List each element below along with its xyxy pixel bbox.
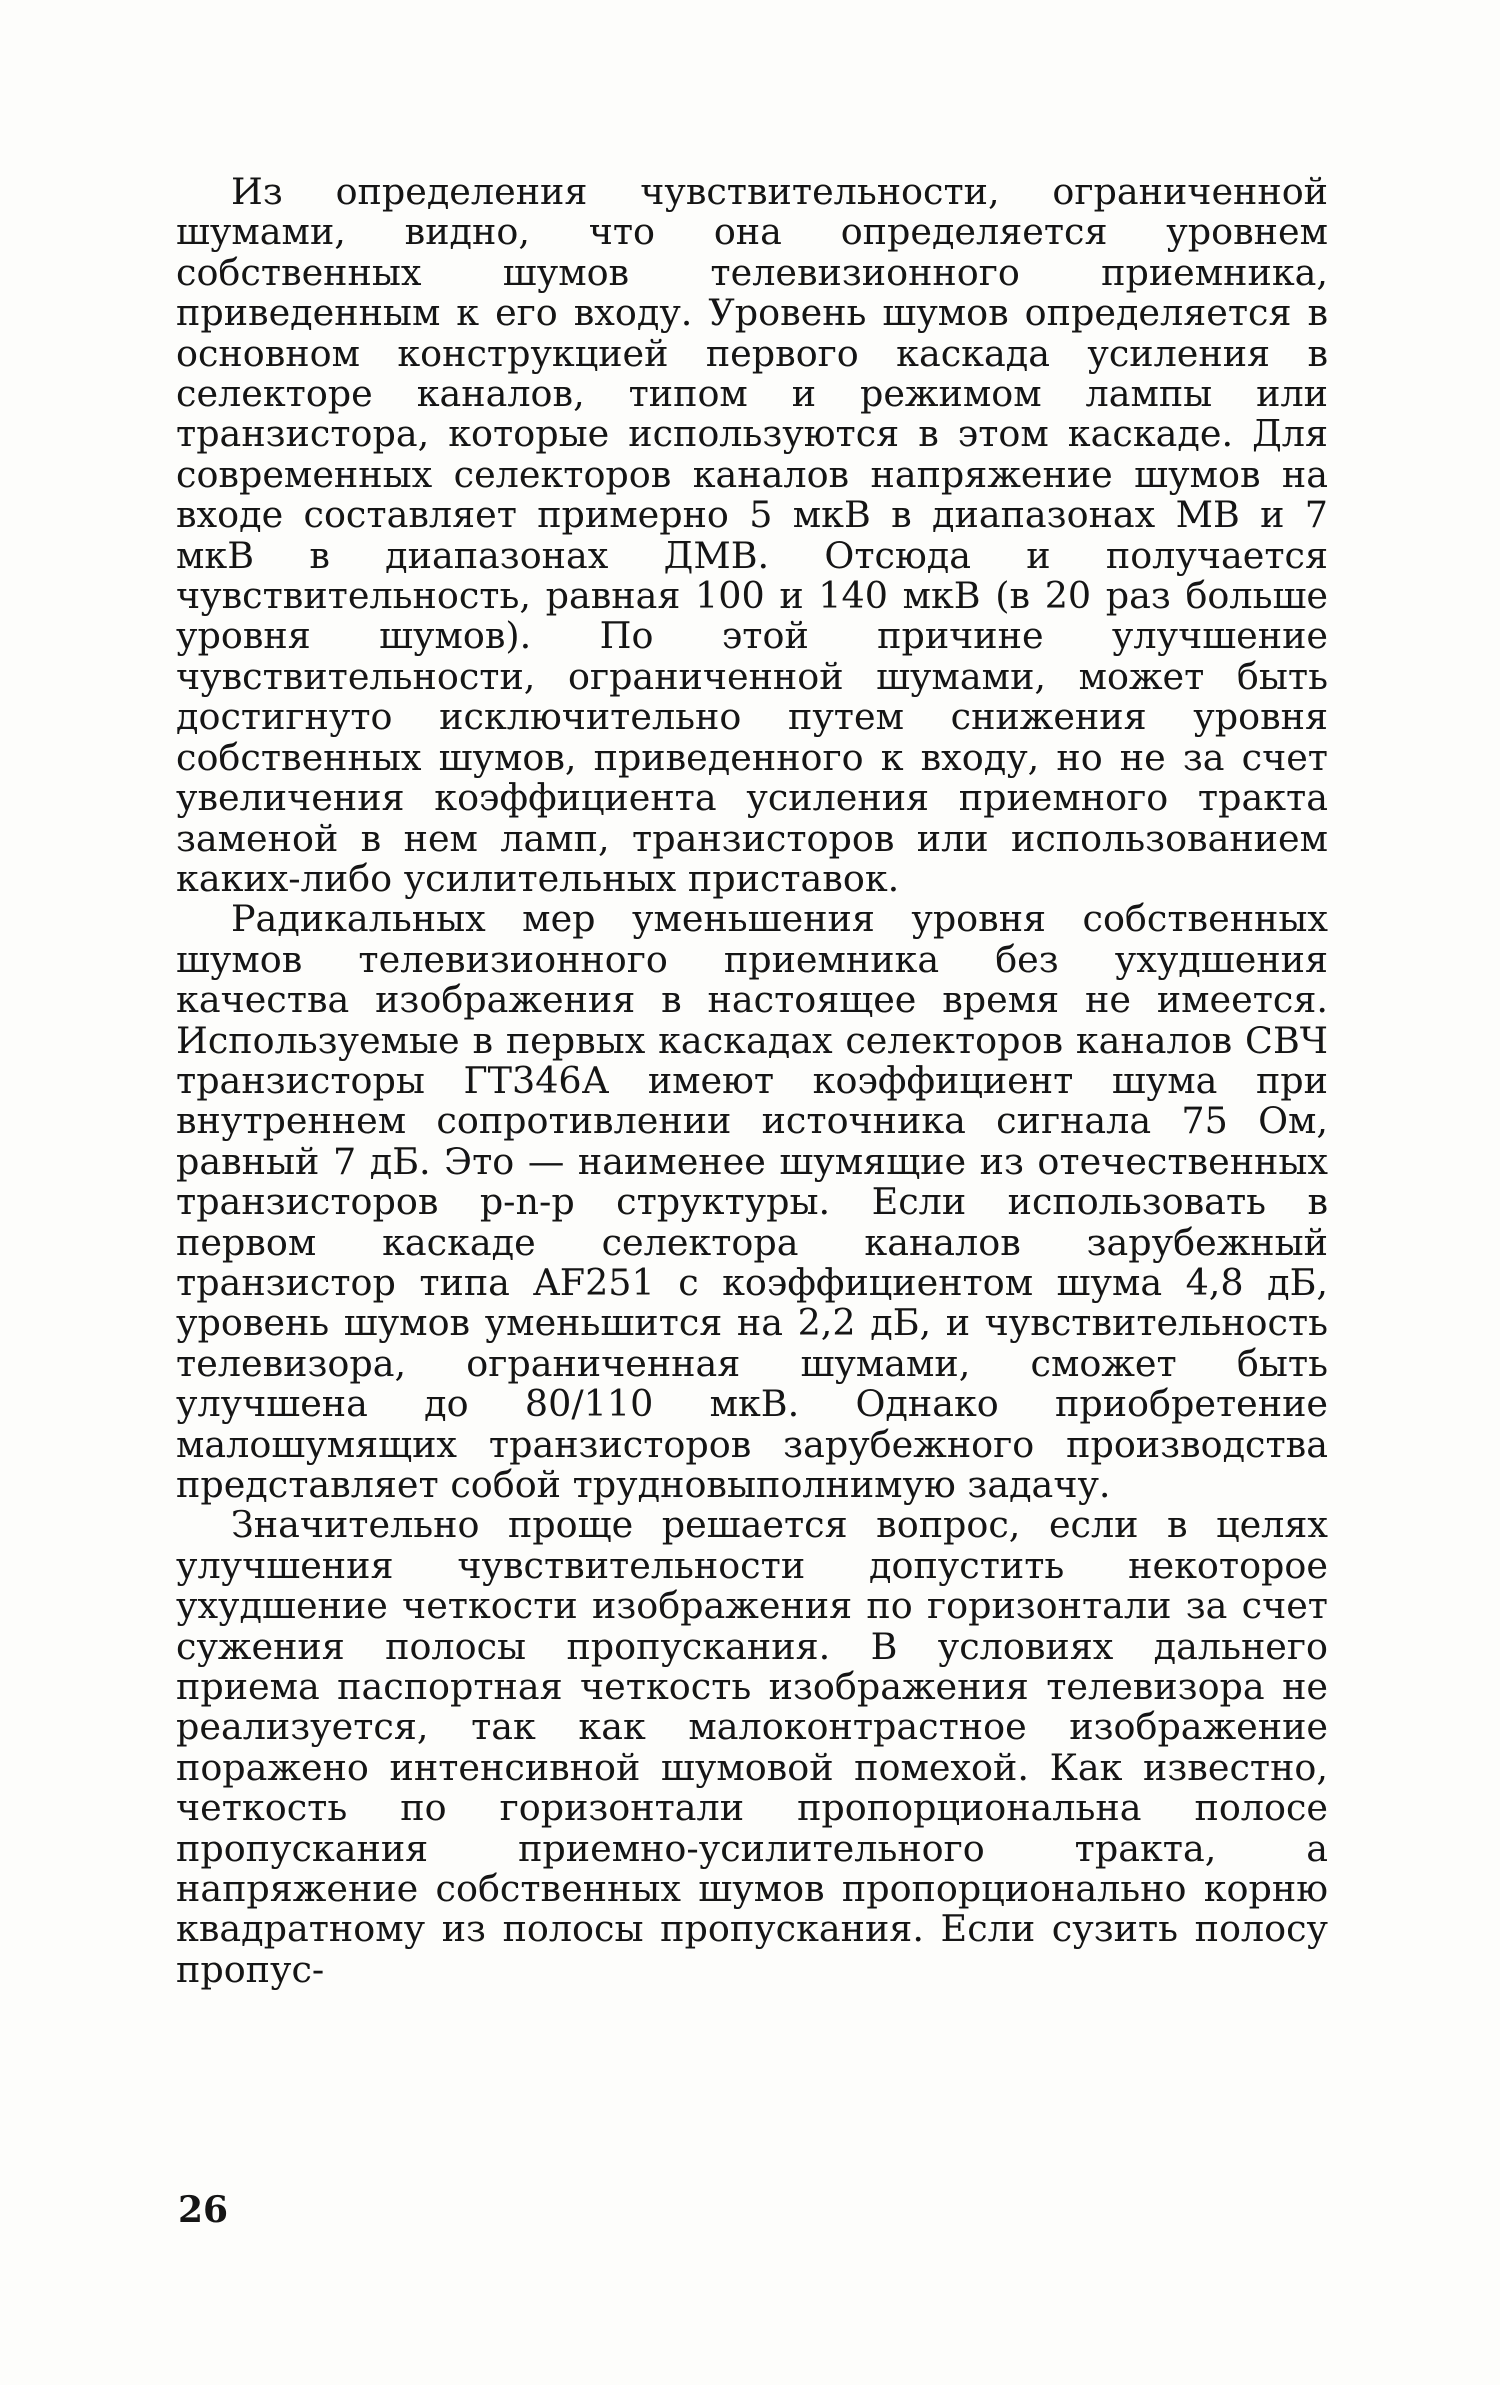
- body-text: [176, 172, 1328, 1990]
- paragraph-noise-sensitivity: Из определения чувствительности, ограниченной шумами, видно, что она определяется уровнем собственных шумов телевизионного приемника, приведенным к его входу. Уровень шумов определяется в основном конструкцией первого каскада усиления в селекторе каналов, типом и режимом лампы или транзистора, которые используются в этом каскаде. Для современных селекторов каналов напряжение шумов на входе составляет примерно 5 мкВ в диапазонах МВ и 7 мкВ в диапазонах ДМВ. Отсюда и получается чувствительность, равная 100 и 140 мкВ (в 20 раз больше уровня шумов). По этой причине улучшение чувствительности, ограниченной шумами, может быть достигнуто исключительно путем снижения уровня собственных шумов, приведенного к входу, но не за счет увеличения коэффициента усиления приемного тракта заменой в нем ламп, транзисторов или использованием каких-либо усилительных приставок.: [176, 170, 1328, 900]
- paragraph-noise-reduction: Радикальных мер уменьшения уровня собственных шумов телевизионного приемника без ухудшения качества изображения в настоящее время не имеется. Используемые в первых каскадах селекторов каналов СВЧ транзисторы ГТ346А имеют коэффициент шума при внутреннем сопротивлении источника сигнала 75 Ом, равный 7 дБ. Это — наименее шумящие из отечественных транзисторов p-n-p структуры. Если использовать в первом каскаде селектора каналов зарубежный транзистор типа AF251 с коэффициентом шума 4,8 дБ, уровень шумов уменьшится на 2,2 дБ, и чувствительность телевизора, ограниченная шумами, сможет быть улучшена до 80/110 мкВ. Однако приобретение малошумящих транзисторов зарубежного производства представляет собой трудновыполнимую задачу.: [176, 897, 1328, 1506]
- page-number: 26: [178, 2189, 229, 2231]
- paragraph-bandwidth: Значительно проще решается вопрос, если в целях улучшения чувствительности допустить некоторое ухудшение четкости изображения по горизонтали за счет сужения полосы пропускания. В условиях дальнего приема паспортная четкость изображения телевизора не реализуется, так как малоконтрастное изображение поражено интенсивной шумовой помехой. Как известно, четкость по горизонтали пропорциональна полосе пропускания приемно-усилительного тракта, а напряжение собственных шумов пропорционально корню квадратному из полосы пропускания. Если сузить полосу пропус-: [176, 1503, 1328, 1991]
